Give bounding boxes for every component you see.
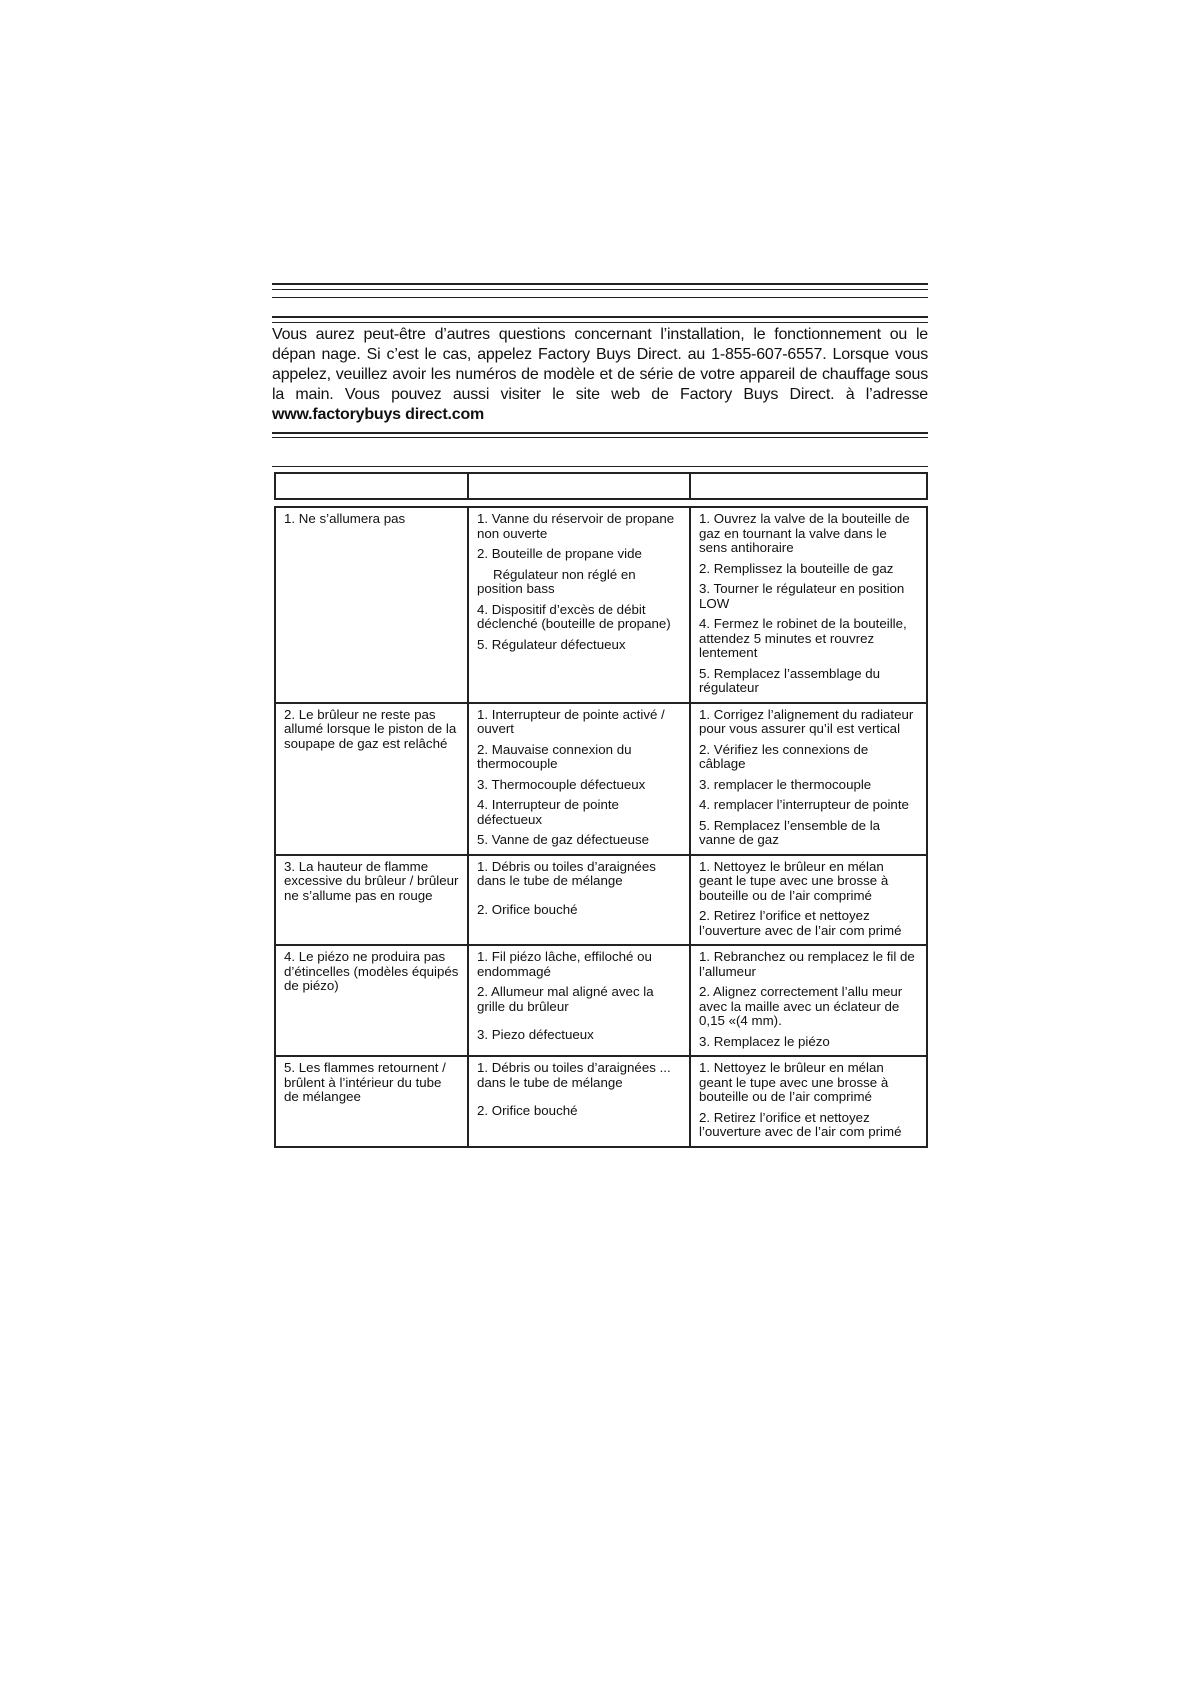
remedy-item: 2. Vérifiez les connexions de câblage xyxy=(699,741,869,771)
top-rule xyxy=(272,283,928,285)
table-row xyxy=(275,507,927,703)
cause-item: 4. Interrupteur de pointe défectueux xyxy=(477,797,619,827)
remedy-item: 4. remplacer l’interrupteur de pointe xyxy=(699,797,909,812)
cause-item: 3. Thermocouple défectueux xyxy=(477,776,646,792)
remedy-cell xyxy=(690,703,927,855)
cause-item: Régulateur non réglé en position bass xyxy=(477,566,636,596)
cause-cell xyxy=(468,703,690,855)
remedy-item: 2. Retirez l’orifice et nettoyez l’ouverture avec de l’air com primé xyxy=(699,908,902,938)
remedy-item: 1. Nettoyez le brûleur en mélan geant le tupe avec une brosse à bouteille ou de l’air comprimé xyxy=(699,858,889,903)
table-row xyxy=(275,855,927,946)
table-row xyxy=(275,1056,927,1147)
problem-text: 1. Ne s’allumera pas xyxy=(284,511,406,526)
cause-item: 2. Orifice bouché xyxy=(477,1103,578,1118)
cause-item: 5. Vanne de gaz défectueuse xyxy=(477,832,650,847)
remedy-item: 1. Ouvrez la valve de la bouteille de gaz en tournant la valve dans le sens antihoraire xyxy=(699,511,910,555)
section-rule xyxy=(272,316,928,318)
top-rule xyxy=(272,289,928,290)
remedy-item: 1. Nettoyez le brûleur en mélan geant le tupe avec une brosse à bouteille ou de l’air comprimé xyxy=(699,1060,889,1104)
troubleshooting-table xyxy=(274,472,928,1148)
problem-text: 5. Les flammes retournent / brûlent à l’intérieur du tube de mélangee xyxy=(284,1060,446,1104)
remedy-item: 5. Remplacez l’ensemble de la vanne de gaz xyxy=(699,817,881,847)
cause-item: 3. Piezo défectueux xyxy=(477,1027,594,1042)
section-rule xyxy=(272,466,928,467)
section-rule xyxy=(272,322,928,323)
table-row xyxy=(275,945,927,1056)
cause-item: 2. Orifice bouché xyxy=(477,901,578,917)
remedy-item: 3. Tourner le régulateur en position LOW xyxy=(699,581,905,611)
cause-cell xyxy=(468,945,690,1056)
table-row xyxy=(275,703,927,855)
problem-cell xyxy=(275,855,468,946)
section-rule xyxy=(272,437,928,438)
problem-text: 3. La hauteur de flamme excessive du brûleur / brûleur ne s’allume pas en rouge xyxy=(284,858,459,903)
cause-cell xyxy=(468,1056,690,1147)
remedy-cell xyxy=(690,945,927,1056)
intro-text: Vous aurez peut-être d’autres questions concernant l’installation, le fonctionnement ou le dépan nage. Si c’est le cas, appelez Factory Buys Direct. au 1-855-607-6557. Lorsque vous appelez, veuillez avoir les numéros de modèle et de série de votre appareil de chauffage sous la main. Vous pouvez aussi visiter le site web de Factory Buys Direct. à l’adresse xyxy=(272,326,928,403)
cause-item: 1. Fil piézo lâche, effiloché ou endommagé xyxy=(477,949,652,979)
problem-text: 2. Le brûleur ne reste pas allumé lorsque le piston de la soupape de gaz est relâché xyxy=(284,706,457,751)
cause-item: 2. Allumeur mal aligné avec la grille du brûleur xyxy=(477,984,654,1014)
remedy-item: 1. Corrigez l’alignement du radiateur pour vous assurer qu’il est vertical xyxy=(699,706,914,736)
header-problem xyxy=(275,473,468,499)
remedy-item: 5. Remplacez l’assemblage du régulateur xyxy=(699,665,881,695)
cause-cell xyxy=(468,855,690,946)
remedy-item: 1. Rebranchez ou remplacez le fil de l’allumeur xyxy=(699,949,915,979)
top-rule xyxy=(272,297,928,298)
problem-cell xyxy=(275,703,468,855)
cause-cell xyxy=(468,507,690,703)
remedy-item: 2. Retirez l’orifice et nettoyez l’ouverture avec de l’air com primé xyxy=(699,1109,902,1139)
website-link[interactable]: www.factorybuys direct.com xyxy=(272,406,485,423)
problem-cell xyxy=(275,945,468,1056)
remedy-item: 2. Alignez correctement l’allu meur avec la maille avec un éclateur de 0,15 «(4 mm). xyxy=(699,984,903,1028)
cause-item: 1. Vanne du réservoir de propane non ouverte xyxy=(477,511,675,541)
remedy-item: 3. Remplacez le piézo xyxy=(699,1033,830,1049)
cause-item: 1. Débris ou toiles d’araignées dans le tube de mélange xyxy=(477,858,656,888)
remedy-cell xyxy=(690,507,927,703)
remedy-cell xyxy=(690,855,927,946)
remedy-item: 2. Remplissez la bouteille de gaz xyxy=(699,560,894,576)
section-rule xyxy=(272,432,928,434)
header-remedy xyxy=(690,473,927,499)
problem-text: 4. Le piézo ne produira pas d’étincelles (modèles équipés de piézo) xyxy=(284,949,459,993)
remedy-cell xyxy=(690,1056,927,1147)
problem-cell xyxy=(275,1056,468,1147)
header-gap xyxy=(275,499,927,507)
cause-item: 4. Dispositif d’excès de débit déclenché (bouteille de propane) xyxy=(477,601,671,631)
cause-item: 1. Débris ou toiles d’araignées ... dans le tube de mélange xyxy=(477,1060,671,1090)
cause-item: 5. Régulateur défectueux xyxy=(477,636,626,652)
header-cause xyxy=(468,473,690,499)
remedy-item: 3. remplacer le thermocouple xyxy=(699,776,872,792)
remedy-item: 4. Fermez le robinet de la bouteille, attendez 5 minutes et rouvrez lentement xyxy=(699,616,907,660)
table-header-row xyxy=(275,473,927,499)
cause-item: 2. Bouteille de propane vide xyxy=(477,546,642,561)
cause-item: 1. Interrupteur de pointe activé / ouvert xyxy=(477,706,665,736)
intro-paragraph xyxy=(272,325,928,425)
cause-item: 2. Mauvaise connexion du thermocouple xyxy=(477,741,632,771)
problem-cell xyxy=(275,507,468,703)
